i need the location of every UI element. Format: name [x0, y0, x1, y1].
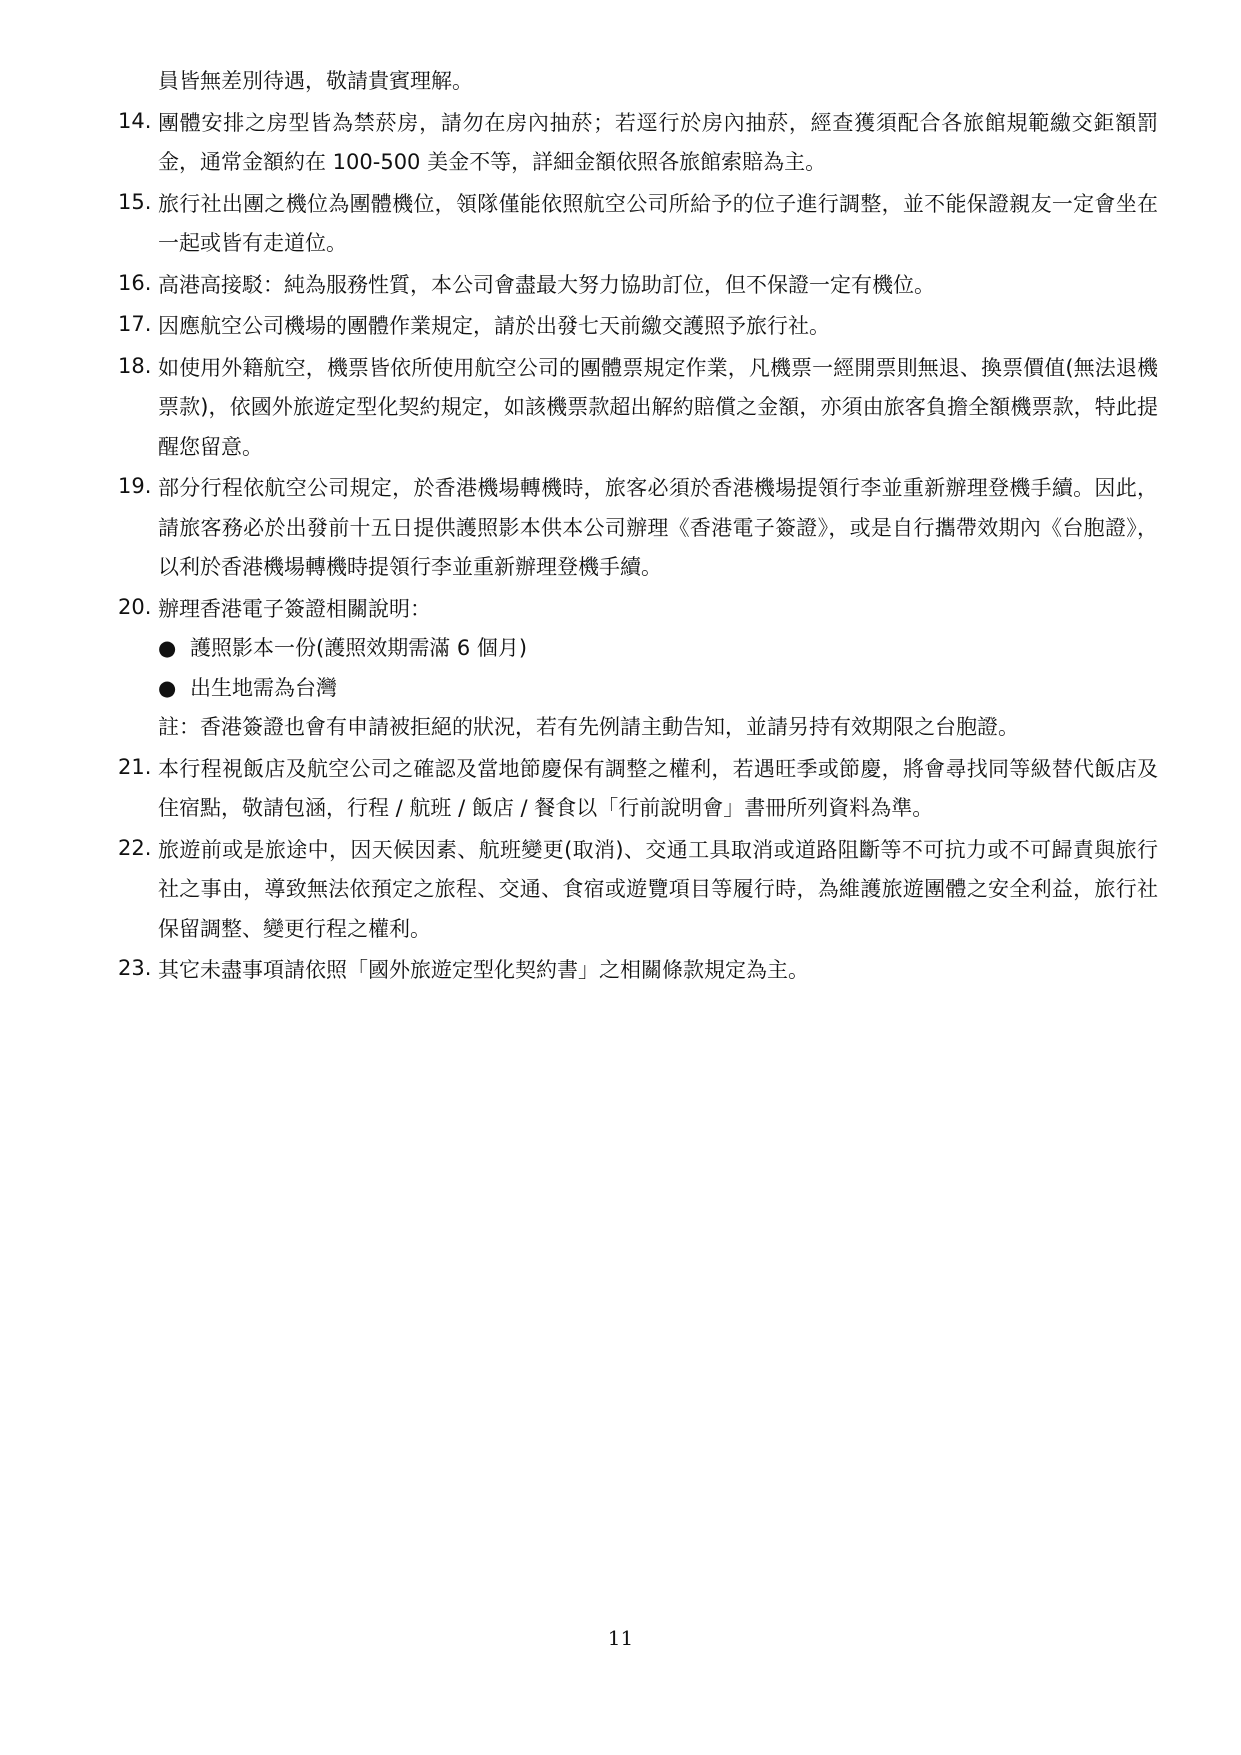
list-item: [118, 264, 1158, 306]
item-text: 高港高接駁：純為服務性質，本公司會盡最大努力協助訂位，但不保證一定有機位。: [158, 272, 935, 297]
item-number: 14.: [118, 108, 152, 133]
item-number: 20.: [118, 594, 152, 619]
item-text: 部分行程依航空公司規定，於香港機場轉機時，旅客必須於香港機場提領行李並重新辦理登機手續。因此，請旅客務必於出發前十五日提供護照影本供本公司辦理《香港電子簽證》，或是自行攜帶效期內《台胞證》，以利於香港機場轉機時提領行李並重新辦理登機手續。: [158, 476, 1158, 579]
item-number: 19.: [118, 474, 152, 498]
item-number: 15.: [118, 189, 152, 214]
list-item: [118, 102, 1158, 183]
item-number: 21.: [118, 754, 152, 779]
item-text: 旅遊前或是旅途中，因天候因素、航班變更(取消)、交通工具取消或道路阻斷等不可抗力或不可歸責與旅行社之事由，導致無法依預定之旅程、交通、食宿或遊覽項目等履行時，為維護旅遊團體之安全利益，旅行社保留調整、變更行程之權利。: [158, 837, 1158, 941]
list-item: [118, 588, 1158, 630]
terms-list: [118, 62, 1158, 991]
item-number: 17.: [118, 312, 152, 336]
bullet-item: [118, 669, 1158, 709]
item-number: 18.: [118, 353, 152, 378]
page-number: 11: [607, 1626, 634, 1650]
bullet-item: [118, 629, 1158, 669]
bullet-text: 護照影本一份(護照效期需滿 6 個月): [190, 636, 528, 660]
list-item: [118, 829, 1158, 950]
item-text: 其它未盡事項請依照「國外旅遊定型化契約書」之相關條款規定為主。: [158, 958, 809, 982]
list-item: [118, 347, 1158, 468]
item-text: 旅行社出團之機位為團體機位，領隊僅能依照航空公司所給予的位子進行調整，並不能保證親友一定會坐在一起或皆有走道位。: [158, 191, 1158, 255]
list-item: [118, 305, 1158, 347]
list-item: [118, 949, 1158, 991]
item-text: 本行程視飯店及航空公司之確認及當地節慶保有調整之權利，若遇旺季或節慶，將會尋找同等級替代飯店及住宿點，敬請包涵，行程 / 航班 / 飯店 / 餐食以「行前說明會」書冊所列資料為準。: [158, 756, 1158, 820]
item-text: 辦理香港電子簽證相關說明：: [158, 596, 431, 621]
item-text: 因應航空公司機場的團體作業規定，請於出發七天前繳交護照予旅行社。: [158, 314, 830, 338]
bullet-icon: ●: [158, 636, 177, 660]
list-item: [118, 748, 1158, 829]
item-text: 如使用外籍航空，機票皆依所使用航空公司的團體票規定作業，凡機票一經開票則無退、換票價值(無法退機票款)，依國外旅遊定型化契約規定，如該機票款超出解約賠償之金額，亦須由旅客負擔全額機票款，特此提醒您留意。: [158, 355, 1158, 459]
item-number: 23.: [118, 956, 152, 980]
visa-note: 註：香港簽證也會有申請被拒絕的狀況，若有先例請主動告知，並請另持有效期限之台胞證。: [158, 715, 1019, 739]
item-number: 22.: [118, 835, 152, 860]
continuation-text: 員皆無差別待遇，敬請貴賓理解。: [158, 69, 473, 93]
item-text: 團體安排之房型皆為禁菸房，請勿在房內抽菸；若逕行於房內抽菸，經查獲須配合各旅館規範繳交鉅額罰金，通常金額約在 100-500 美金不等，詳細金額依照各旅館索賠為主。: [158, 110, 1158, 174]
list-item: [118, 467, 1158, 588]
item-number: 16.: [118, 270, 152, 295]
bullet-icon: ●: [158, 675, 177, 700]
list-item: [118, 183, 1158, 264]
bullet-text: 出生地需為台灣: [190, 675, 337, 700]
